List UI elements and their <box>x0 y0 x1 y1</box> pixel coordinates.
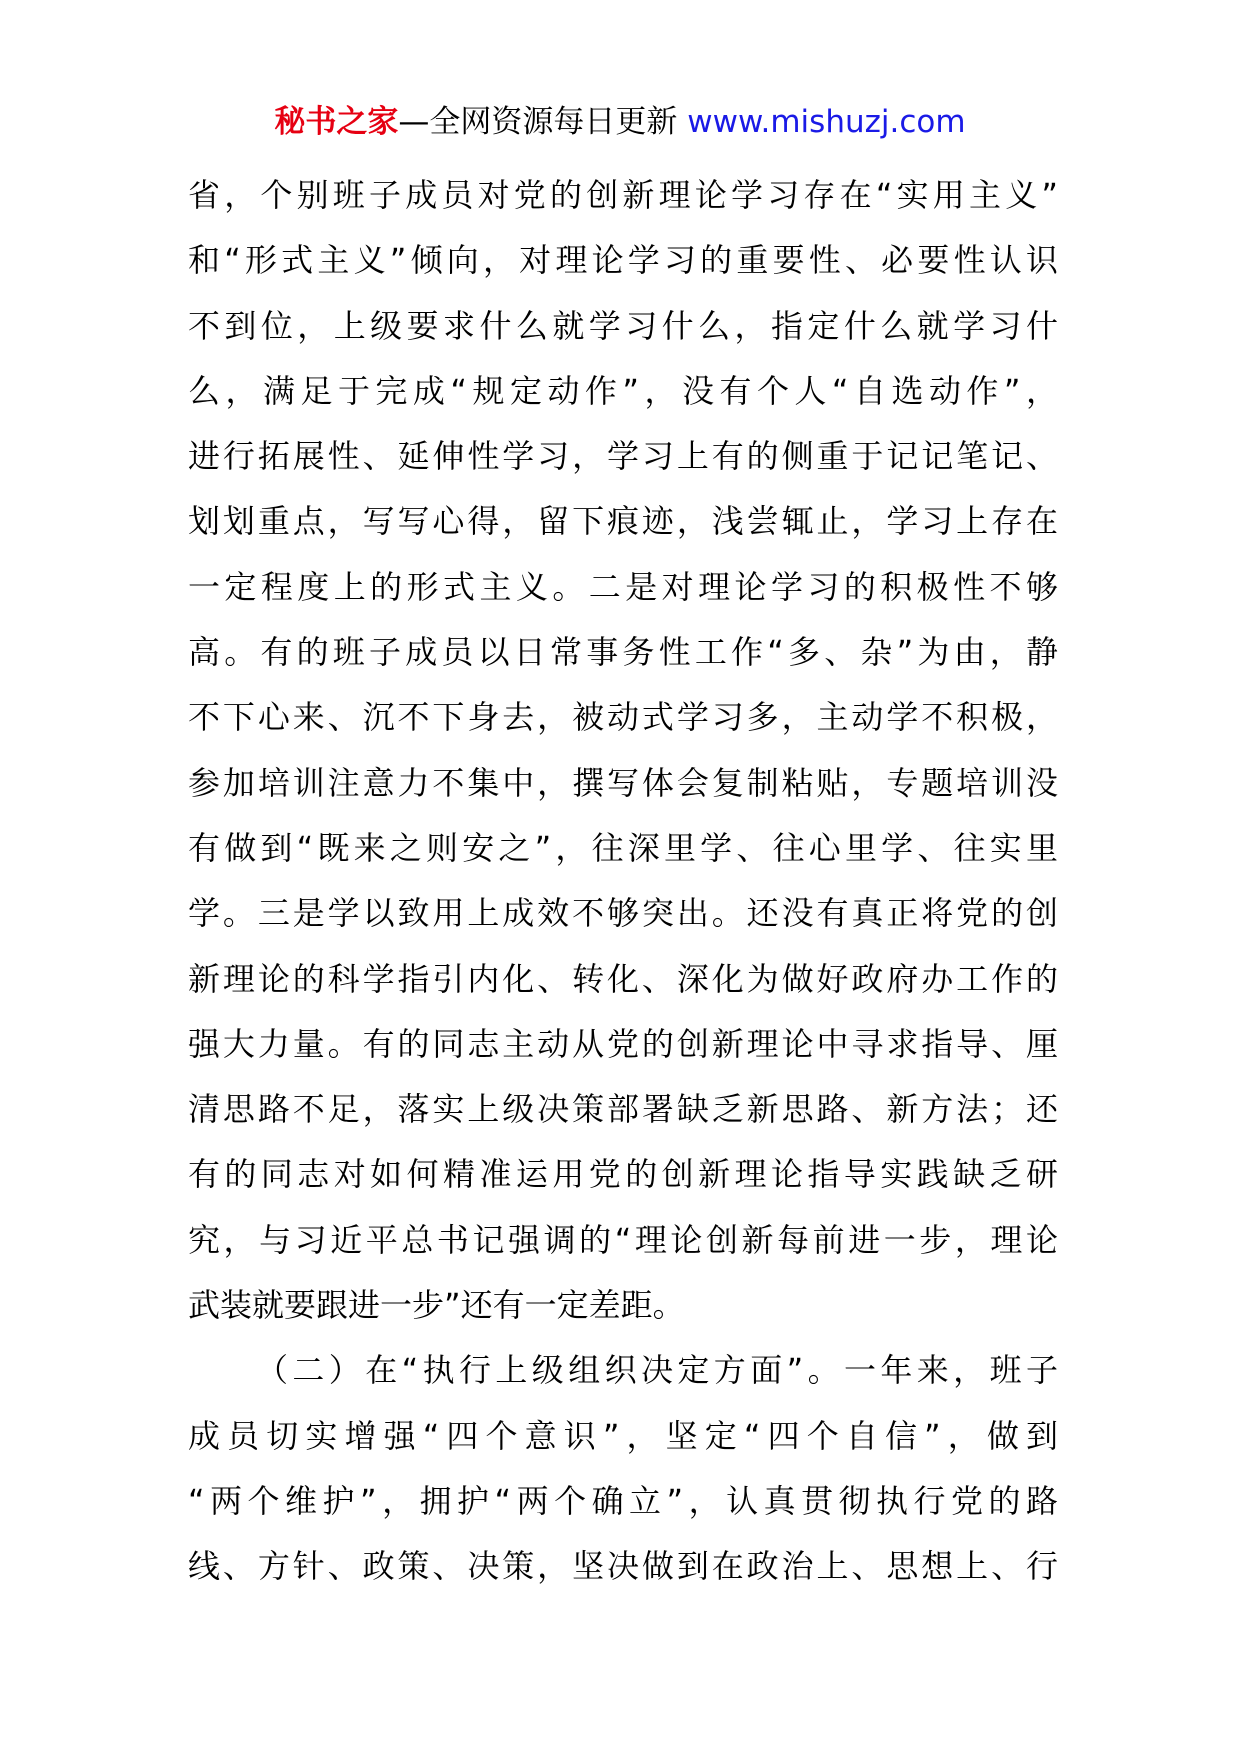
body-line: 清思路不足，落实上级决策部署缺乏新思路、新方法；还 <box>188 1090 1058 1129</box>
body-line: 强大力量。有的同志主动从党的创新理论中寻求指导、厘 <box>188 1024 1058 1063</box>
site-tagline: —全网资源每日更新 <box>398 104 688 140</box>
body-line: “两个维护”，拥护“两个确立”，认真贯彻执行党的路 <box>188 1481 1058 1520</box>
body-line: 线、方针、政策、决策，坚决做到在政治上、思想上、行 <box>188 1547 1058 1586</box>
body-line: 么，满足于完成“规定动作”，没有个人“自选动作”， <box>188 371 1058 410</box>
document-header <box>0 100 1240 144</box>
body-line: 参加培训注意力不集中，撰写体会复制粘贴，专题培训没 <box>188 763 1058 802</box>
body-line: 究，与习近平总书记强调的“理论创新每前进一步，理论 <box>188 1220 1058 1259</box>
document-body <box>188 163 1058 1600</box>
body-line: 高。有的班子成员以日常事务性工作“多、杂”为由，静 <box>188 633 1058 672</box>
body-line: 有的同志对如何精准运用党的创新理论指导实践缺乏研 <box>188 1155 1058 1194</box>
site-url[interactable]: www.mishuzj.com <box>687 104 966 140</box>
body-line: 成员切实增强“四个意识”，坚定“四个自信”，做到 <box>188 1416 1058 1455</box>
body-line: 武装就要跟进一步”还有一定差距。 <box>188 1286 685 1325</box>
site-brand: 秘书之家 <box>274 104 399 140</box>
body-line: 划划重点，写写心得，留下痕迹，浅尝辄止，学习上存在 <box>188 502 1058 541</box>
body-line: 进行拓展性、延伸性学习，学习上有的侧重于记记笔记、 <box>188 437 1058 476</box>
body-line: 一定程度上的形式主义。二是对理论学习的积极性不够 <box>188 567 1058 606</box>
body-line: 学。三是学以致用上成效不够突出。还没有真正将党的创 <box>188 894 1058 933</box>
body-line: 不到位，上级要求什么就学习什么，指定什么就学习什 <box>188 306 1058 345</box>
body-line: 新理论的科学指引内化、转化、深化为做好政府办工作的 <box>188 959 1058 998</box>
body-line: 不下心来、沉不下身去，被动式学习多，主动学不积极， <box>188 698 1058 737</box>
body-line: 和“形式主义”倾向，对理论学习的重要性、必要性认识 <box>188 241 1058 280</box>
body-line: 有做到“既来之则安之”，往深里学、往心里学、往实里 <box>188 828 1058 867</box>
section-heading-line: （二）在“执行上级组织决定方面”。一年来，班子 <box>256 1351 1058 1390</box>
body-line: 省，个别班子成员对党的创新理论学习存在“实用主义” <box>188 176 1058 214</box>
